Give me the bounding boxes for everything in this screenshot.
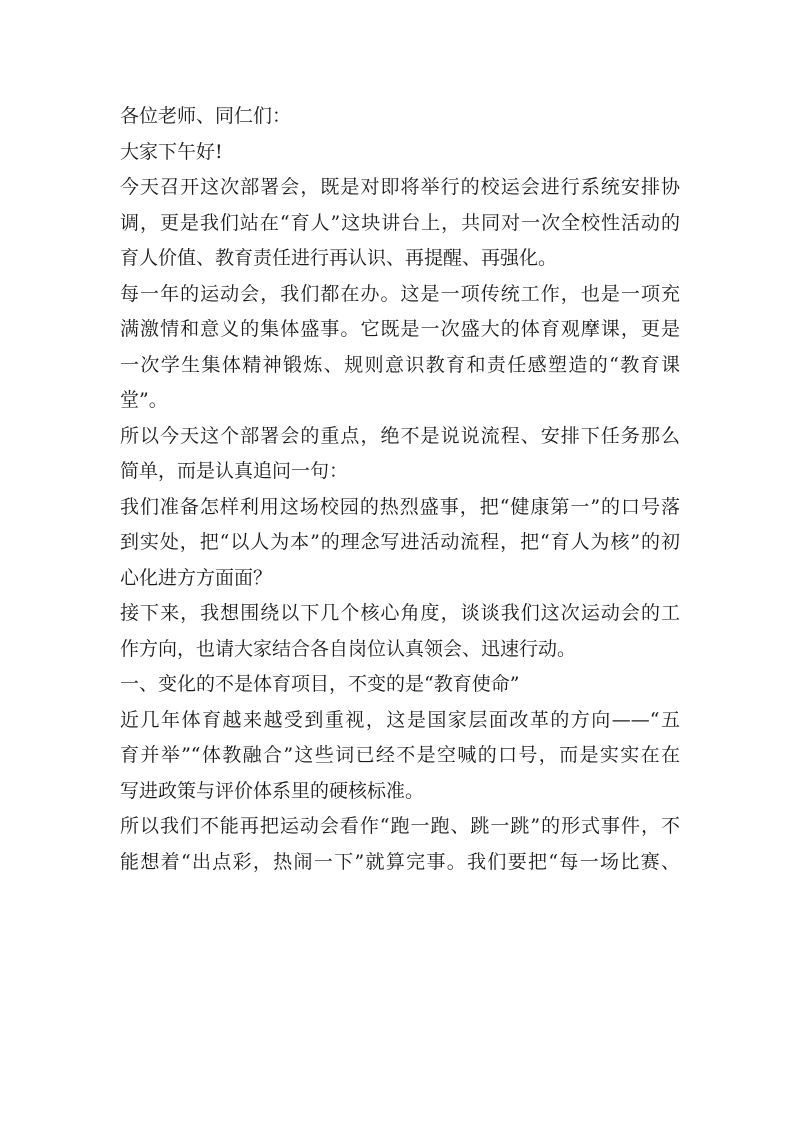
text-line: 所以今天这个部署会的重点，绝不是说说流程、安排下任务那么 [120, 424, 680, 447]
text-line: 能想着“出点彩，热闹一下”就算完事。我们要把“每一场比赛、 [120, 850, 680, 873]
text-line: 调，更是我们站在“育人”这块讲台上，共同对一次全校性活动的 [120, 211, 680, 234]
text-line: 育人价值、教育责任进行再认识、再提醒、再强化。 [120, 247, 558, 269]
text-line: 满激情和意义的集体盛事。它既是一次盛大的体育观摩课，更是 [120, 318, 680, 340]
text-line: 到实处，把“以人为本”的理念写进活动流程，把“育人为核”的初 [120, 531, 680, 553]
text-line: 心化进方方面面？ [120, 566, 273, 589]
text-line: 我们准备怎样利用这场校园的热烈盛事，把“健康第一”的口号落 [120, 495, 680, 518]
section-heading: 一、变化的不是体育项目，不变的是“教育使命” [120, 673, 520, 695]
salutation-line: 各位老师、同仁们： [120, 105, 292, 127]
text-line: 近几年体育越来越受到重视，这是国家层面改革的方向——“五 [120, 708, 680, 731]
text-line: 育并举”“体教融合”这些词已经不是空喊的口号，而是实实在在 [120, 744, 680, 766]
text-line: 所以我们不能再把运动会看作“跑一跑、跳一跳”的形式事件，不 [120, 815, 680, 837]
text-line: 接下来，我想围绕以下几个核心角度，谈谈我们这次运动会的工 [120, 602, 680, 624]
text-line: 作方向，也请大家结合各自岗位认真领会、迅速行动。 [120, 637, 577, 660]
text-line: 堂”。 [120, 389, 168, 411]
text-line: 每一年的运动会，我们都在办。这是一项传统工作，也是一项充 [120, 282, 680, 305]
text-line: 简单，而是认真追问一句： [120, 460, 349, 482]
text-line: 一次学生集体精神锻炼、规则意识教育和责任感塑造的“教育课 [120, 353, 680, 376]
speech-text [120, 99, 680, 880]
text-line: 写进政策与评价体系里的硬核标准。 [120, 779, 425, 802]
text-line: 今天召开这次部署会，既是对即将举行的校运会进行系统安排协 [120, 176, 680, 198]
greeting-line: 大家下午好! [120, 140, 223, 163]
